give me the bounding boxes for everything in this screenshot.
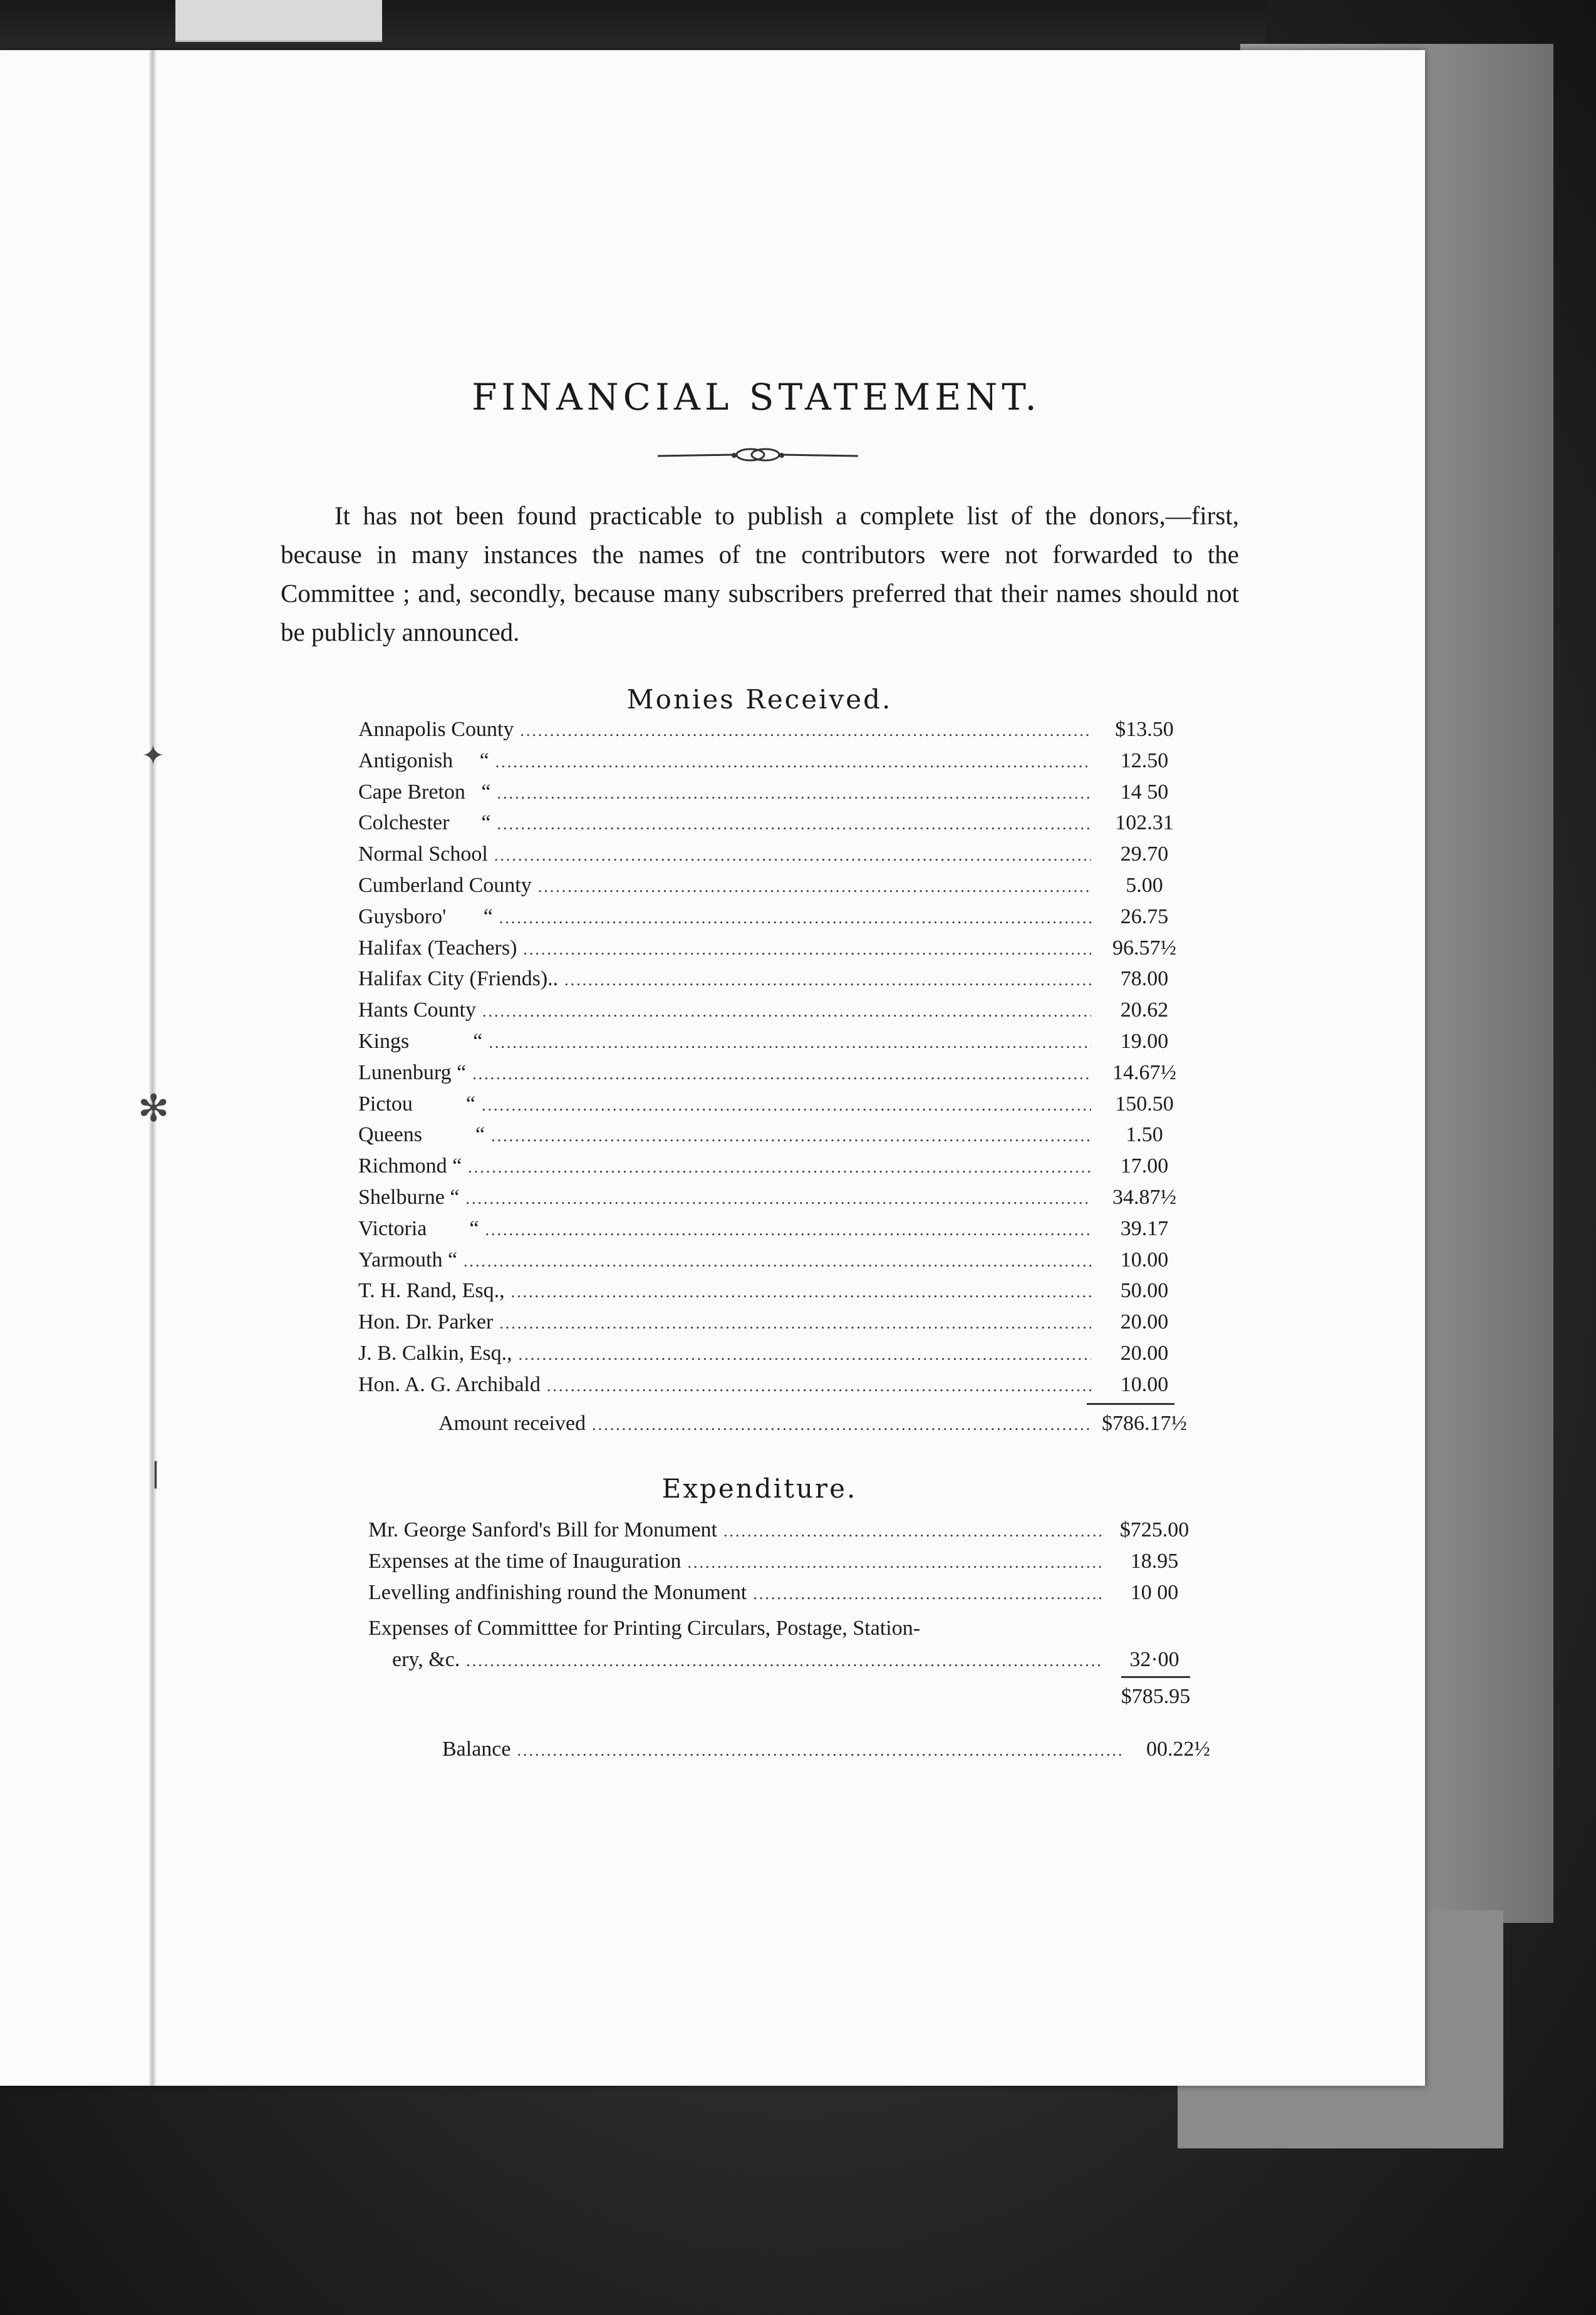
- amount-received-label: Amount received: [438, 1412, 586, 1435]
- received-row: [358, 714, 1191, 745]
- dot-leader: [472, 1059, 1091, 1090]
- expenditure-row-label: Levelling andfinishing round the Monument: [368, 1580, 747, 1604]
- balance-label: Balance: [442, 1738, 511, 1761]
- printing-expense-label-cont: ery, &c.: [392, 1647, 460, 1671]
- received-row: [358, 1245, 1191, 1276]
- dot-leader: [723, 1516, 1101, 1547]
- received-row-label: Cumberland County: [358, 873, 532, 897]
- expenditure-subtotal: $785.95: [1121, 1685, 1191, 1708]
- received-row: [358, 1213, 1191, 1245]
- expenditure-list: [368, 1515, 1201, 1608]
- received-row-amount: 29.70: [1120, 842, 1169, 866]
- dot-leader: [519, 1339, 1091, 1370]
- received-row-amount: 78.00: [1120, 967, 1169, 991]
- received-row-label: Queens “: [358, 1123, 485, 1147]
- dot-leader: [511, 1277, 1091, 1308]
- received-row-label: Antigonish “: [358, 748, 489, 772]
- received-row-amount: 20.00: [1120, 1310, 1169, 1334]
- received-row-label: Yarmouth “: [358, 1248, 458, 1271]
- received-row-amount: 96.57½: [1112, 936, 1176, 960]
- printing-expense-line1: [368, 1613, 1201, 1644]
- received-row-amount: 14.67½: [1112, 1060, 1176, 1084]
- amount-received-block: [358, 1408, 1191, 1439]
- received-row-amount: $13.50: [1115, 718, 1174, 741]
- received-row-label: Victoria “: [358, 1216, 479, 1240]
- dot-leader: [494, 840, 1091, 871]
- received-row-label: Hon. Dr. Parker: [358, 1310, 494, 1334]
- printing-expense-line2: [368, 1644, 1201, 1675]
- binding-gutter: [149, 50, 157, 2086]
- dot-leader: [497, 778, 1092, 809]
- received-row-label: Hon. A. G. Archibald: [358, 1372, 541, 1396]
- amount-received-value: $786.17½: [1102, 1412, 1187, 1435]
- intro-paragraph: It has not been found practicable to publish a complete list of the donors,—first, because in many instances the names of tne contributors were not forwarded to the Committee ; and, secondly, because many subscribers preferred that their names should not be publicly announced.: [281, 501, 1239, 646]
- received-row-amount: 50.00: [1120, 1279, 1169, 1303]
- received-row-amount: 34.87½: [1112, 1185, 1176, 1209]
- received-row: [358, 1182, 1191, 1213]
- received-row: [358, 1275, 1191, 1307]
- received-row-amount: 17.00: [1120, 1154, 1169, 1178]
- received-row-amount: 39.17: [1120, 1216, 1169, 1240]
- received-row-amount: 5.00: [1126, 873, 1163, 897]
- received-row-amount: 14 50: [1120, 780, 1169, 804]
- dot-leader: [523, 934, 1091, 965]
- received-row-amount: 10.00: [1120, 1372, 1169, 1396]
- page-title: FINANCIAL STATEMENT.: [472, 376, 1041, 418]
- binding-thread-mark: ✦: [142, 740, 165, 772]
- dot-leader: [520, 715, 1091, 747]
- dot-leader: [466, 1645, 1101, 1677]
- balance-block: [442, 1734, 1225, 1765]
- received-row-label: Normal School: [358, 842, 488, 866]
- dot-leader: [687, 1547, 1101, 1578]
- expenditure-row-amount: 18.95: [1130, 1549, 1179, 1573]
- received-row: [358, 1119, 1191, 1151]
- received-row: [358, 870, 1191, 901]
- dot-leader: [482, 996, 1091, 1027]
- dot-leader: [485, 1214, 1091, 1246]
- received-row: [358, 1026, 1191, 1057]
- received-row: [358, 1057, 1191, 1089]
- dot-leader: [497, 809, 1092, 840]
- dot-leader: [468, 1152, 1091, 1183]
- received-row-label: Halifax City (Friends)..: [358, 967, 559, 991]
- received-row-label: Pictou “: [358, 1092, 475, 1116]
- monies-received-heading: Monies Received.: [626, 684, 893, 715]
- dot-leader: [538, 871, 1091, 903]
- received-row-label: Colchester “: [358, 811, 491, 835]
- received-row-amount: 150.50: [1115, 1092, 1174, 1116]
- received-row: [358, 807, 1191, 839]
- received-row: [358, 1338, 1191, 1369]
- received-row: [358, 995, 1191, 1026]
- received-row: [358, 901, 1191, 933]
- dot-leader: [499, 903, 1091, 934]
- received-row-label: Kings “: [358, 1029, 483, 1053]
- printing-expense-block: [368, 1613, 1201, 1675]
- received-row-label: Halifax (Teachers): [358, 936, 517, 960]
- received-row-label: T. H. Rand, Esq.,: [358, 1279, 505, 1303]
- monies-received-list: [358, 714, 1191, 1401]
- received-row-amount: 102.31: [1115, 811, 1174, 835]
- paper-tab: [175, 0, 382, 42]
- dot-leader: [491, 1121, 1091, 1152]
- dot-leader: [464, 1246, 1091, 1277]
- expenditure-row-amount: 10 00: [1130, 1580, 1179, 1604]
- dot-leader: [499, 1308, 1091, 1339]
- received-row-label: Hants County: [358, 998, 476, 1022]
- dot-leader: [564, 965, 1091, 996]
- received-row-label: Cape Breton “: [358, 780, 491, 804]
- received-row-amount: 12.50: [1120, 748, 1169, 772]
- received-row: [358, 1151, 1191, 1182]
- received-row: [358, 745, 1191, 777]
- amount-received-row: [358, 1408, 1191, 1439]
- binding-thread-mark: ❘: [144, 1457, 167, 1489]
- received-row-label: J. B. Calkin, Esq.,: [358, 1341, 512, 1365]
- received-row: [358, 1089, 1191, 1120]
- received-row-amount: 20.00: [1120, 1341, 1169, 1365]
- dot-leader: [495, 747, 1091, 778]
- received-row-label: Guysboro' “: [358, 904, 493, 928]
- printing-expense-label: Expenses of Committtee for Printing Circulars, Postage, Station-: [368, 1617, 921, 1640]
- received-row-amount: 10.00: [1120, 1248, 1169, 1271]
- received-row-label: Richmond “: [358, 1154, 462, 1178]
- received-row-label: Annapolis County: [358, 718, 514, 741]
- expenditure-row-label: Mr. George Sanford's Bill for Monument: [368, 1518, 717, 1541]
- received-row-amount: 19.00: [1120, 1029, 1169, 1053]
- dot-leader: [547, 1370, 1091, 1402]
- received-row: [358, 963, 1191, 995]
- subtotal-rule: [1121, 1676, 1190, 1678]
- received-row-label: Lunenburg “: [358, 1060, 467, 1084]
- received-row-label: Shelburne “: [358, 1185, 460, 1209]
- dot-leader: [482, 1090, 1091, 1121]
- printing-expense-amount: 32·00: [1129, 1647, 1179, 1671]
- balance-row: [442, 1734, 1225, 1765]
- dot-leader: [753, 1578, 1101, 1610]
- expenditure-heading: Expenditure.: [661, 1473, 858, 1504]
- received-row: [358, 777, 1191, 808]
- dot-leader: [489, 1027, 1091, 1059]
- balance-amount: 00.22½: [1146, 1738, 1210, 1761]
- ornament-divider: [658, 442, 858, 467]
- expenditure-row-amount: $725.00: [1119, 1518, 1189, 1541]
- dot-leader: [517, 1735, 1126, 1766]
- received-row: [358, 1369, 1191, 1401]
- expenditure-row: [368, 1577, 1201, 1608]
- expenditure-row: [368, 1546, 1201, 1577]
- expenditure-row: [368, 1515, 1201, 1546]
- dot-leader: [465, 1183, 1091, 1214]
- dot-leader: [592, 1409, 1091, 1441]
- received-row: [358, 839, 1191, 870]
- received-row: [358, 933, 1191, 964]
- expenditure-row-label: Expenses at the time of Inauguration: [368, 1549, 681, 1573]
- total-rule: [1087, 1403, 1174, 1405]
- binding-thread-knot: ✻: [138, 1087, 170, 1131]
- received-row-amount: 1.50: [1126, 1123, 1163, 1147]
- received-row-amount: 20.62: [1120, 998, 1169, 1022]
- received-row: [358, 1307, 1191, 1338]
- received-row-amount: 26.75: [1120, 904, 1169, 928]
